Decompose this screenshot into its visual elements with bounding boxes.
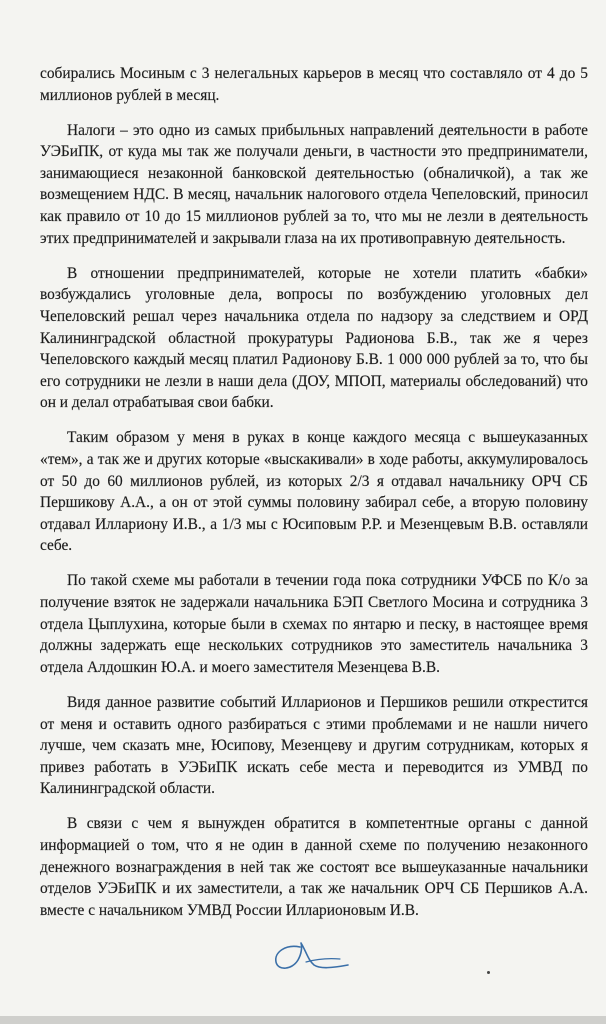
ink-speck (487, 971, 490, 974)
paragraph-4: Таким образом у меня в руках в конце каждого месяца с вышеуказанных «тем», а так же и других которые «выскакивали» в ходе работы, аккумулировалось от 50 до 60 миллионов рублей, из которых 2/3 я отдавал начальнику ОРЧ СБ Першикову А.А., а он от этой суммы половину забирал себе, а вторую половину отдавал Иллариону И.В., а 1/3 мы с Юсиповым Р.Р. и Мезенцевым В.В. оставляли себе. (40, 429, 588, 555)
paragraph-5: По такой схеме мы работали в течении года пока сотрудники УФСБ по К/о за получение взяток не задержали начальника БЭП Светлого Мосина и сотрудника 3 отдела Цыплухина, которые были в схемах по янтарю и песку, в настоящее время должны задержать еще нескольких сотрудников это заместитель начальника 3 отдела Алдошкин Ю.А. и моего заместителя Мезенцева В.В. (40, 572, 588, 676)
paragraph-6: Видя данное развитие событий Илларионов и Першиков решили открестится от меня и оставить одного разбираться с этими проблемами и не нашли ничего лучше, чем сказать мне, Юсипову, Мезенцеву и другим сотрудникам, которых я привез работать в УЭБиПК искать себе места и переводится из УМВД по Калининградской области. (40, 693, 588, 798)
signature-icon (262, 938, 352, 978)
paragraph-2: Налоги – это одно из самых прибыльных направлений деятельности в работе УЭБиПК, от куда мы так же получали деньги, в частности это предприниматели, занимающиеся незаконной банковской деятельностью (обналичкой), а так же возмещением НДС. В месяц, начальник налогового отдела Чепеловский, приносил как правило от 10 до 15 миллионов рублей за то, что мы не лезли в деятельность этих предпринимателей и закрывали глаза на их противоправную деятельность. (40, 121, 588, 247)
paragraph-1: собирались Мосиным с 3 нелегальных карьеров в месяц что составляло от 4 до 5 миллионов рублей в месяц. (40, 65, 588, 104)
paragraph-3: В отношении предпринимателей, которые не хотели платить «бабки» возбуждались уголовные дела, вопросы по возбуждению уголовных дел Чепеловский решал через начальника отдела по надзору за следствием и ОРД Калининградской областной прокуратуры Радионова Б.В., так же я через Чепеловского каждый месяц платил Радионову Б.В. 1 000 000 рублей за то, что бы его сотрудники не лезли в наши дела (ДОУ, МПОП, материалы обследований) что он и делал отрабатывая свои бабки. (40, 264, 588, 412)
document-text (40, 63, 588, 935)
paragraph-7: В связи с чем я вынужден обратится в компетентные органы с данной информацией о том, что я не один в данной схеме по получению незаконного денежного вознаграждения в ней так же состоят все вышеуказанные начальники отделов УЭБиПК и их заместители, а так же начальник ОРЧ СБ Першиков А.А. вместе с начальником УМВД России Илларионовым И.В. (40, 815, 588, 919)
scan-edge (0, 1016, 606, 1024)
